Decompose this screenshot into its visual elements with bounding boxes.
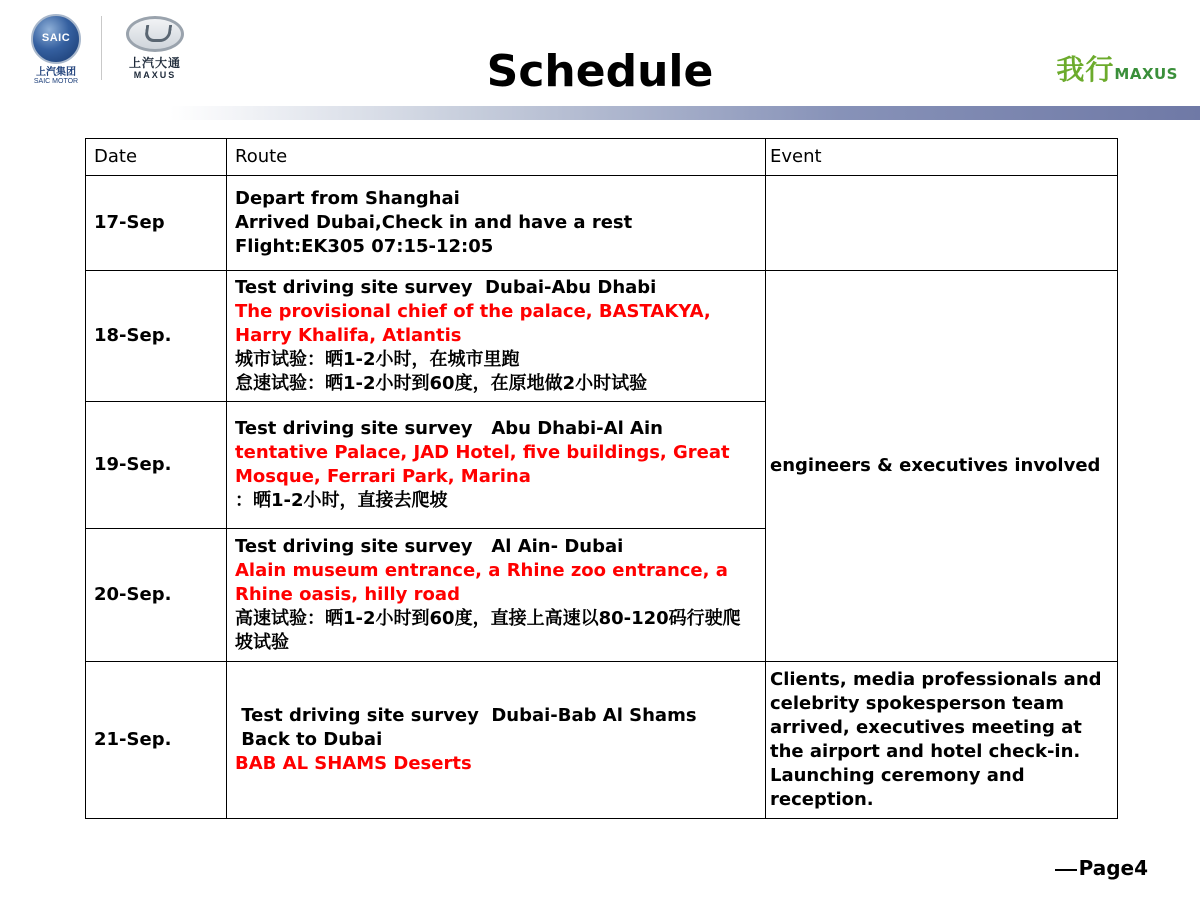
table-row	[86, 271, 1118, 402]
route-line: Back to Dubai	[235, 729, 383, 750]
route-line: Test driving site survey Abu Dhabi-Al Ain	[235, 418, 663, 439]
route-cn-line: ：晒1-2小时，直接去爬坡	[235, 490, 448, 511]
row-route	[227, 662, 766, 819]
page-title: Schedule	[486, 46, 714, 97]
saic-badge-text: SAIC	[41, 32, 71, 44]
row-route	[227, 529, 766, 662]
page-label: Page4	[1078, 856, 1148, 880]
route-highlight-line: Alain museum entrance, a Rhine zoo entrance, a Rhine oasis, hilly road	[235, 560, 735, 605]
route-line: Depart from Shanghai	[235, 188, 460, 209]
route-highlight-line: BAB AL SHAMS Deserts	[235, 753, 472, 774]
table-row	[86, 662, 1118, 819]
footer-dash	[1055, 869, 1077, 871]
woxing-logo-en: MAXUS	[1114, 65, 1178, 83]
row-date: 20-Sep.	[86, 529, 227, 662]
route-highlight-line: tentative Palace, JAD Hotel, five buildings, Great Mosque, Ferrari Park, Marina	[235, 442, 736, 487]
maxus-logo-en: MAXUS	[133, 70, 177, 80]
route-line: Arrived Dubai,Check in and have a rest	[235, 212, 633, 233]
row-route	[227, 271, 766, 402]
row-date: 17-Sep	[86, 176, 227, 271]
table-row	[86, 176, 1118, 271]
row-date: 19-Sep.	[86, 402, 227, 529]
header-gradient-bar	[170, 106, 1200, 120]
woxing-logo-cn: 我行	[1056, 53, 1115, 86]
route-cn-line: 城市试验：晒1-2小时，在城市里跑	[235, 349, 520, 370]
row-route	[227, 176, 766, 271]
header-route: Route	[227, 139, 766, 176]
header-event: Event	[766, 139, 1118, 176]
row-date: 18-Sep.	[86, 271, 227, 402]
header-date: Date	[86, 139, 227, 176]
route-cn-line: 怠速试验：晒1-2小时到60度，在原地做2小时试验	[235, 373, 648, 394]
route-line: Test driving site survey Dubai-Abu Dhabi	[235, 277, 657, 298]
woxing-maxus-logo	[1056, 48, 1178, 88]
saic-logo-en: SAIC MOTOR	[33, 78, 79, 85]
shared-event-cell: engineers & executives involved	[766, 271, 1118, 662]
route-cn-line: 高速试验：晒1-2小时到60度，直接上高速以80-120码行驶爬坡试验	[235, 608, 741, 653]
row-date: 21-Sep.	[86, 662, 227, 819]
row-event: Clients, media professionals and celebrity spokesperson team arrived, executives meeting at the airport and hotel check-in. Launching ceremony and reception.	[766, 662, 1118, 819]
route-line: Flight:EK305 07:15-12:05	[235, 236, 494, 257]
maxus-logo-cn: 上汽大通	[128, 56, 181, 70]
row-route	[227, 402, 766, 529]
route-highlight-line: The provisional chief of the palace, BASTAKYA, Harry Khalifa, Atlantis	[235, 301, 717, 346]
route-line: Test driving site survey Dubai-Bab Al Shams	[235, 705, 697, 726]
row-event	[766, 176, 1118, 271]
page-number	[1055, 856, 1148, 880]
saic-logo-cn: 上汽集团	[36, 67, 76, 78]
route-line: Test driving site survey Al Ain- Dubai	[235, 536, 624, 557]
table-header-row	[86, 139, 1118, 176]
schedule-table	[85, 138, 1118, 819]
